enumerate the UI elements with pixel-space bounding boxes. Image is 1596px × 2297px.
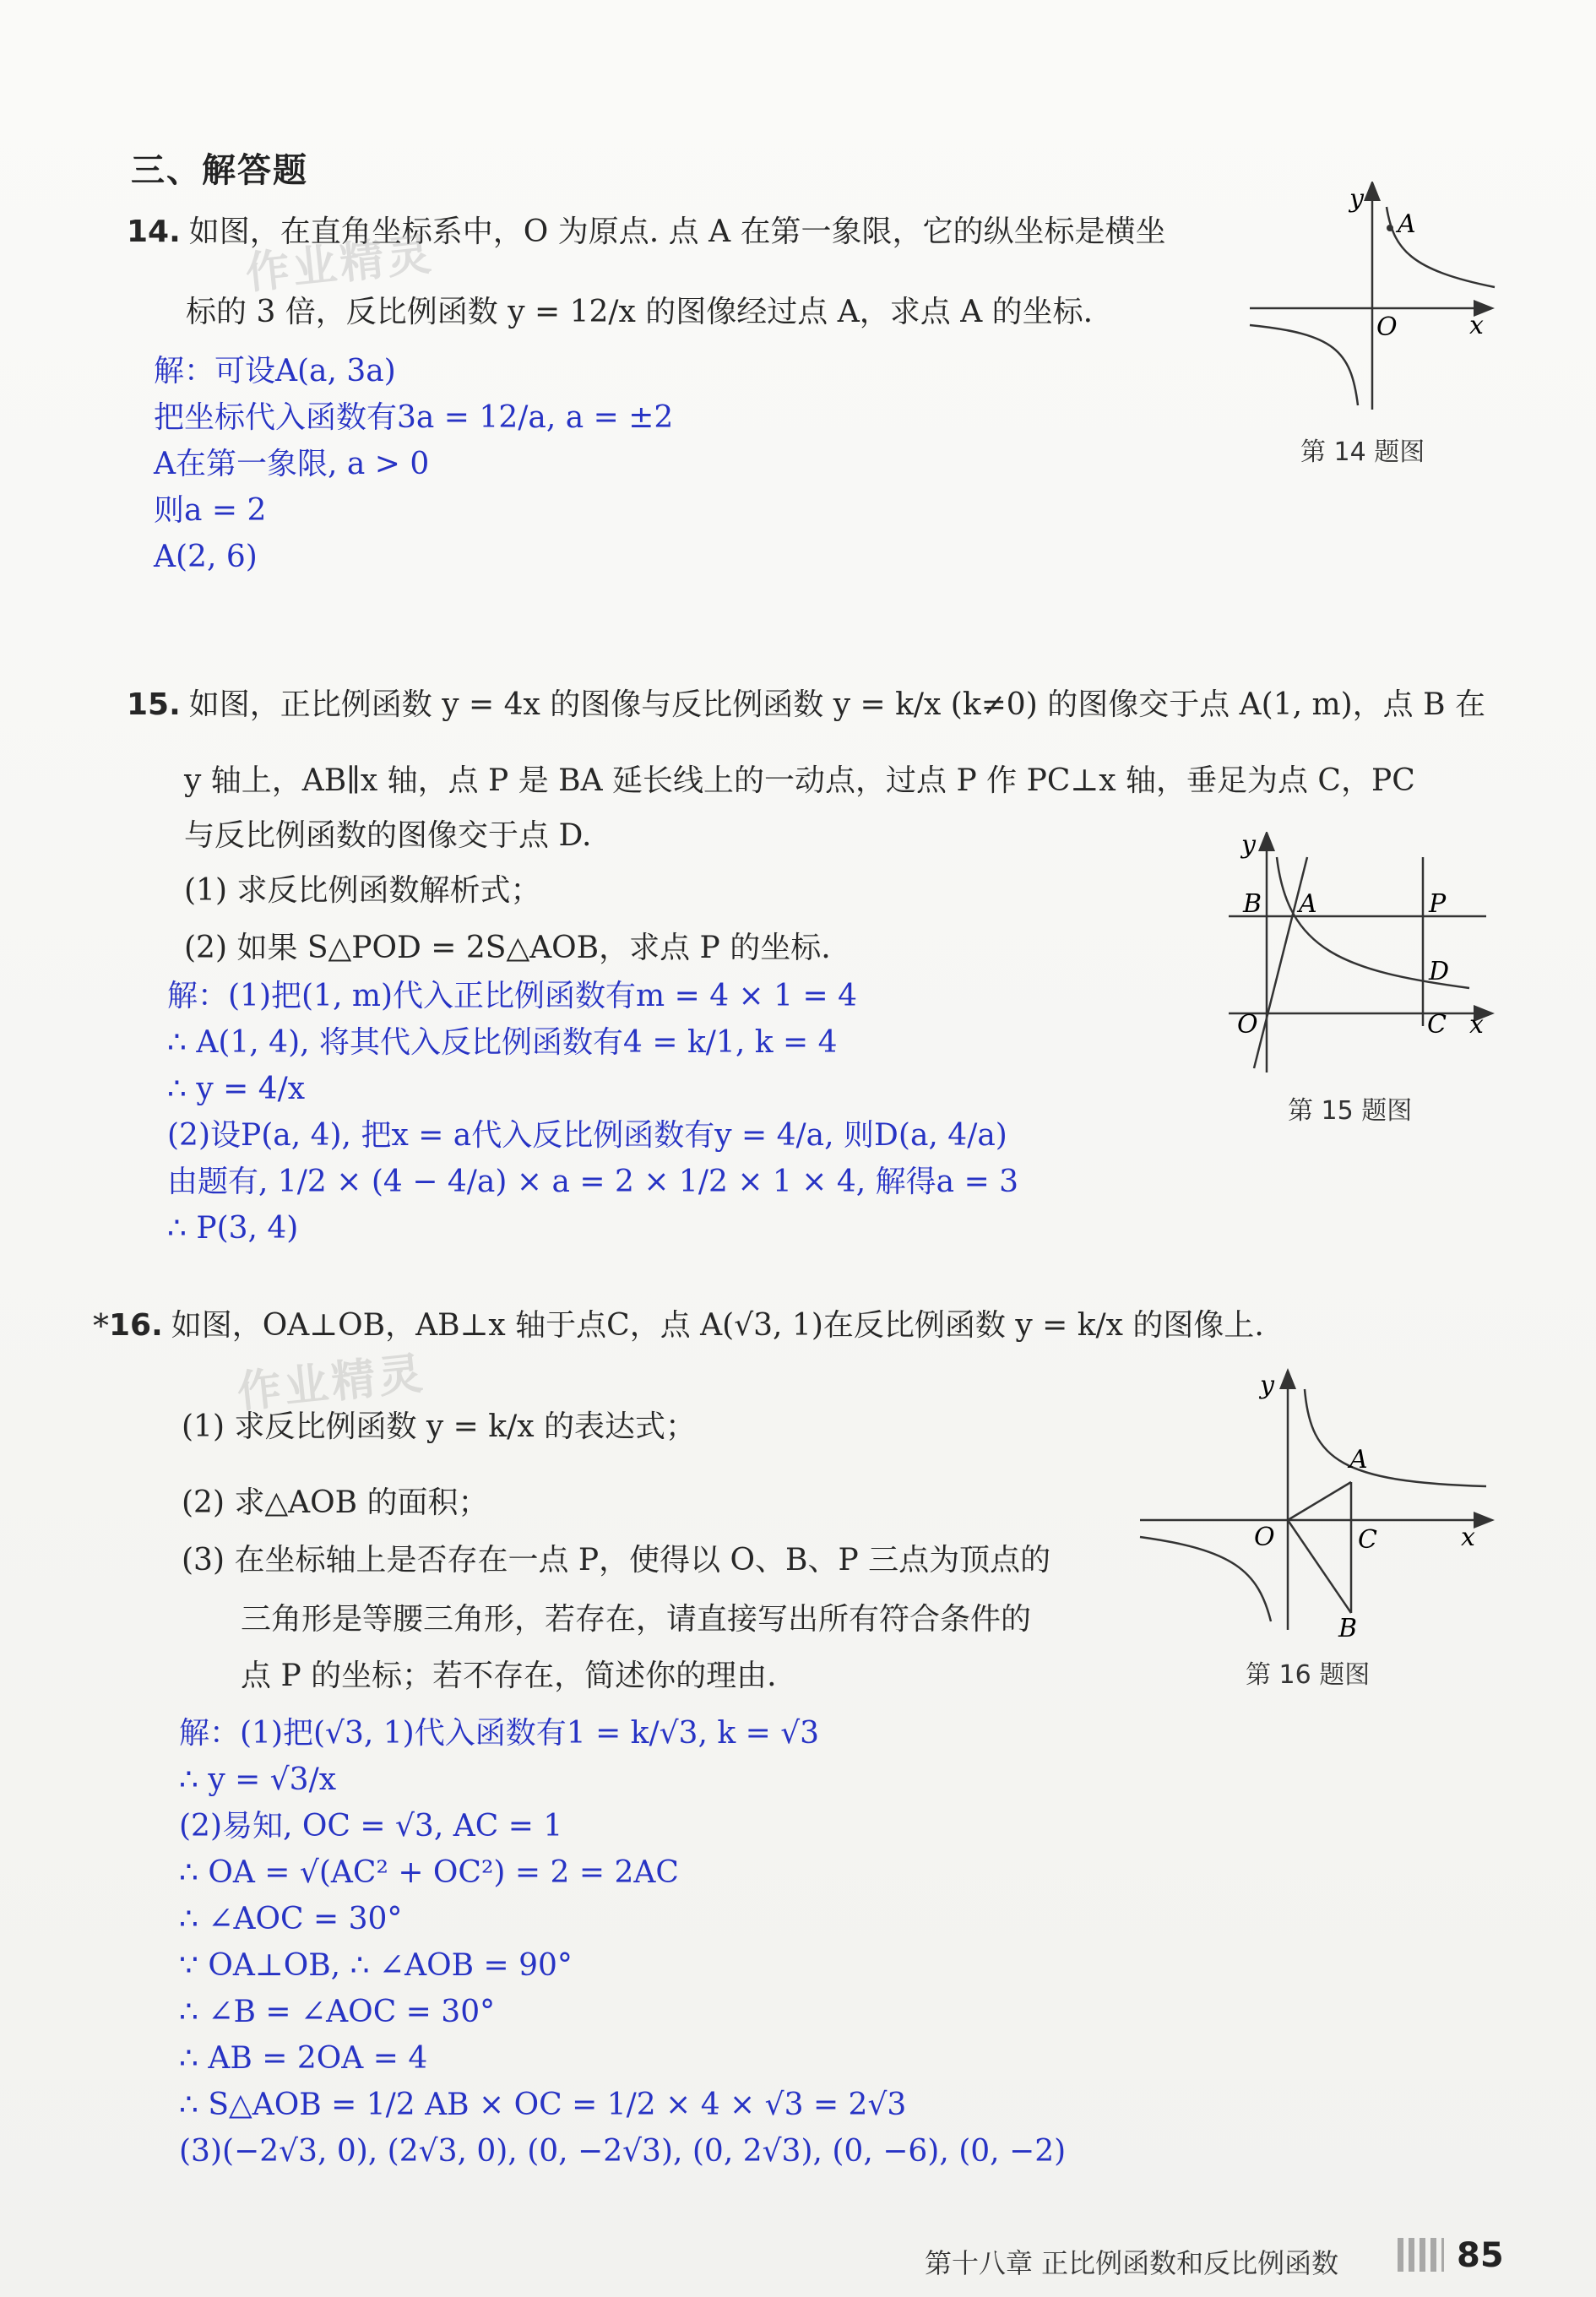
answer-line: 解：(1)把(√3, 1)代入函数有1 = k/√3, k = √3 xyxy=(179,1716,820,1751)
answer-line: ∴ y = 4/x xyxy=(167,1072,306,1106)
q16-fig-o: O xyxy=(1254,1523,1275,1552)
chapter-footer: 第十八章 正比例函数和反比例函数 xyxy=(925,2247,1339,2279)
q14-line2: 标的 3 倍，反比例函数 y = 12/x 的图像经过点 A，求点 A 的坐标. xyxy=(186,295,1094,329)
answer-line: ∴ AB = 2OA = 4 xyxy=(179,2041,428,2076)
answer-line: ∴ P(3, 4) xyxy=(167,1211,299,1246)
q15-fig-a: A xyxy=(1299,889,1317,919)
q15-sub2: (2) 如果 S△POD = 2S△AOB，求点 P 的坐标. xyxy=(184,931,831,965)
q14-text1: 如图，在直角坐标系中，O 为原点. 点 A 在第一象限，它的纵坐标是横坐 xyxy=(188,214,1166,249)
q16-sub2: (2) 求△AOB 的面积； xyxy=(182,1485,489,1520)
q16-sub3a: (3) 在坐标轴上是否存在一点 P，使得以 O、B、P 三点为顶点的 xyxy=(182,1543,1051,1577)
q16-fig-x: x xyxy=(1461,1523,1475,1552)
q15-answer xyxy=(167,973,1018,1252)
q15-text1: 如图，正比例函数 y = 4x 的图像与反比例函数 y = k/x (k≠0) 的图像交于点 A(1, m)，点 B 在 xyxy=(188,687,1486,722)
answer-line: (2)设P(a, 4), 把x = a代入反比例函数有y = 4/a, 则D(a, 4/a) xyxy=(167,1118,1007,1153)
q15-fig-o: O xyxy=(1237,1010,1258,1040)
q15-fig-p: P xyxy=(1429,889,1447,919)
q16-number: 16. xyxy=(109,1308,163,1343)
q16-sub3c: 点 P 的坐标；若不存在，简述你的理由. xyxy=(241,1659,777,1693)
q15-sub1: (1) 求反比例函数解析式； xyxy=(184,873,541,908)
watermark: 作业精灵 xyxy=(235,1348,429,1419)
answer-line: 解：可设A(a, 3a) xyxy=(154,354,396,388)
answer-line: (2)易知, OC = √3, AC = 1 xyxy=(179,1809,563,1844)
answer-line: 则a = 2 xyxy=(154,493,267,528)
answer-line: A在第一象限, a > 0 xyxy=(154,447,430,481)
q16-text1: 如图，OA⊥OB，AB⊥x 轴于点C，点 A(√3, 1)在反比例函数 y = k/x 的图像上. xyxy=(171,1308,1264,1343)
q15-fig-y: y xyxy=(1241,832,1256,860)
q16-fig-c: C xyxy=(1358,1525,1377,1555)
q14-fig-x: x xyxy=(1469,311,1484,340)
answer-line: ∴ ∠AOC = 30° xyxy=(179,1902,403,1936)
q16-fig-b: B xyxy=(1338,1614,1358,1638)
answer-line: 解：(1)把(1, m)代入正比例函数有m = 4 × 1 = 4 xyxy=(167,979,858,1013)
q14-answer xyxy=(154,348,673,580)
answer-line: ∴ y = √3/x xyxy=(179,1762,337,1797)
q14-caption: 第 14 题图 xyxy=(1300,437,1425,467)
q16-figure xyxy=(1132,1368,1495,1638)
q15-fig-x: x xyxy=(1469,1010,1484,1040)
q14-fig-o: O xyxy=(1376,312,1398,342)
q14-number: 14. xyxy=(127,214,181,249)
answer-line: (3)(−2√3, 0), (2√3, 0), (0, −2√3), (0, 2√3), (0, −6), (0, −2) xyxy=(179,2134,1067,2169)
q15-fig-d: D xyxy=(1429,957,1450,986)
q16-star: * xyxy=(93,1307,109,1344)
footer-bars-decoration xyxy=(1398,2238,1444,2272)
answer-line: ∵ OA⊥OB, ∴ ∠AOB = 90° xyxy=(179,1948,573,1983)
watermark: 作业精灵 xyxy=(243,229,437,300)
q14-figure xyxy=(1241,182,1512,418)
q16-fig-y: y xyxy=(1260,1371,1274,1400)
q15-fig-b: B xyxy=(1243,889,1262,919)
q14-fig-y: y xyxy=(1349,184,1364,214)
q15-line3: 与反比例函数的图像交于点 D. xyxy=(184,818,592,853)
page-number: 85 xyxy=(1457,2236,1504,2275)
answer-line: ∴ A(1, 4), 将其代入反比例函数有4 = k/1, k = 4 xyxy=(167,1025,838,1060)
q15-line2: y 轴上，AB∥x 轴，点 P 是 BA 延长线上的一动点，过点 P 作 PC⊥x 轴，垂足为点 C，PC xyxy=(184,763,1415,798)
answer-line: A(2, 6) xyxy=(154,540,258,574)
q14-fig-a: A xyxy=(1398,209,1416,239)
section-title: 三、解答题 xyxy=(131,151,308,190)
q16-fig-a: A xyxy=(1349,1445,1368,1474)
q15-line1 xyxy=(127,684,1485,726)
q16-line1 xyxy=(93,1305,1264,1347)
q15-number: 15. xyxy=(127,687,181,722)
q16-sub1: (1) 求反比例函数 y = k/x 的表达式； xyxy=(182,1409,696,1444)
answer-line: 由题有, 1/2 × (4 − 4/a) × a = 2 × 1/2 × 1 × 4, 解得a = 3 xyxy=(167,1165,1019,1199)
q16-sub3b: 三角形是等腰三角形，若存在，请直接写出所有符合条件的 xyxy=(241,1602,1032,1637)
answer-line: 把坐标代入函数有3a = 12/a, a = ±2 xyxy=(154,400,674,435)
q15-caption: 第 15 题图 xyxy=(1288,1096,1413,1126)
answer-line: ∴ OA = √(AC² + OC²) = 2 = 2AC xyxy=(179,1855,679,1890)
q15-fig-c: C xyxy=(1427,1010,1447,1040)
answer-line: ∴ S△AOB = 1/2 AB × OC = 1/2 × 4 × √3 = 2√3 xyxy=(179,2088,907,2122)
answer-line: ∴ ∠B = ∠AOC = 30° xyxy=(179,1995,496,2029)
q15-figure xyxy=(1216,832,1495,1077)
q16-answer xyxy=(179,1710,1066,2175)
q16-caption: 第 16 题图 xyxy=(1246,1660,1371,1690)
